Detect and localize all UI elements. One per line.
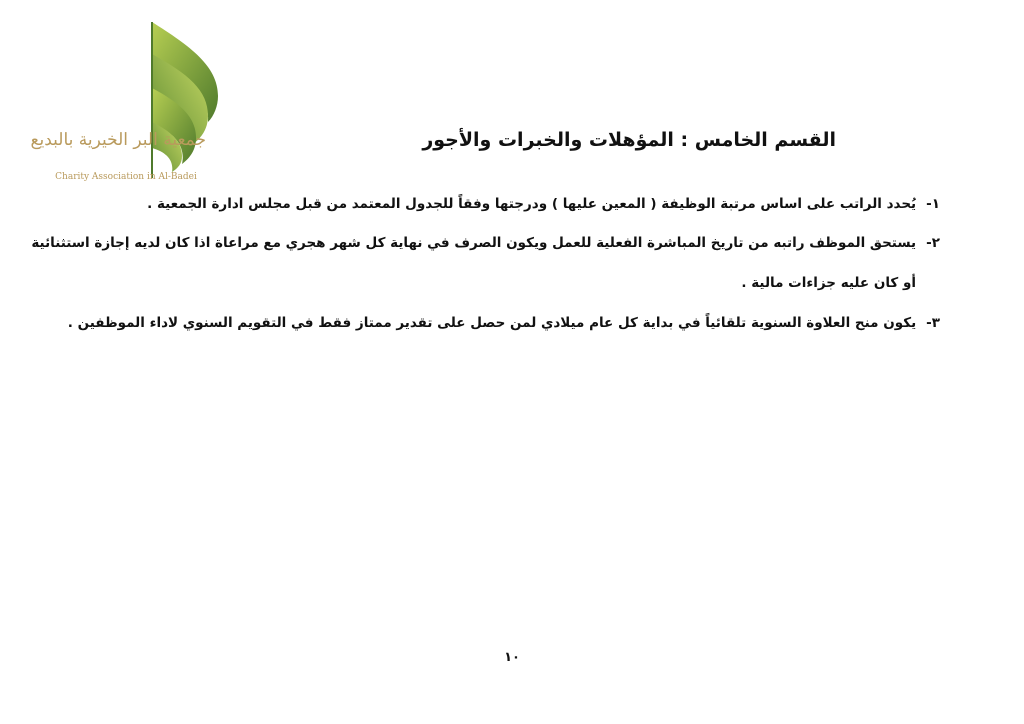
item-number: ١- — [926, 196, 940, 212]
item-text: يستحق الموظف راتبه من تاريخ المباشرة الفعلية للعمل ويكون الصرف في نهاية كل شهر هجري مع مراعاة اذا كان لديه إجازة استثنائية — [31, 235, 917, 251]
section-title: القسم الخامس : المؤهلات والخبرات والأجور — [422, 129, 836, 151]
page-number: ١٠ — [504, 650, 520, 665]
list-item — [68, 315, 940, 331]
logo-arabic-text: جمعية البر الخيرية بالبديع — [30, 130, 206, 150]
item-number: ٣- — [926, 315, 940, 331]
list-item — [147, 196, 940, 212]
item-text: يُحدد الراتب على اساس مرتبة الوظيفة ( المعين عليها ) ودرجتها وفقاً للجدول المعتمد من قبل مجلس ادارة الجمعية . — [147, 196, 917, 212]
item-number: ٢- — [926, 235, 940, 251]
item-text: يكون منح العلاوة السنوية تلقائياً في بداية كل عام ميلادي لمن حصل على تقدير ممتاز فقط في التقويم السنوي لاداء الموظفين . — [67, 315, 917, 331]
logo-english-text: Charity Association in Al-Badei — [55, 172, 197, 182]
list-item — [31, 235, 940, 251]
leaf-emblem-icon — [30, 18, 230, 178]
charity-logo — [30, 18, 230, 182]
list-item-continuation: أو كان عليه جزاءات مالية . — [741, 275, 916, 291]
